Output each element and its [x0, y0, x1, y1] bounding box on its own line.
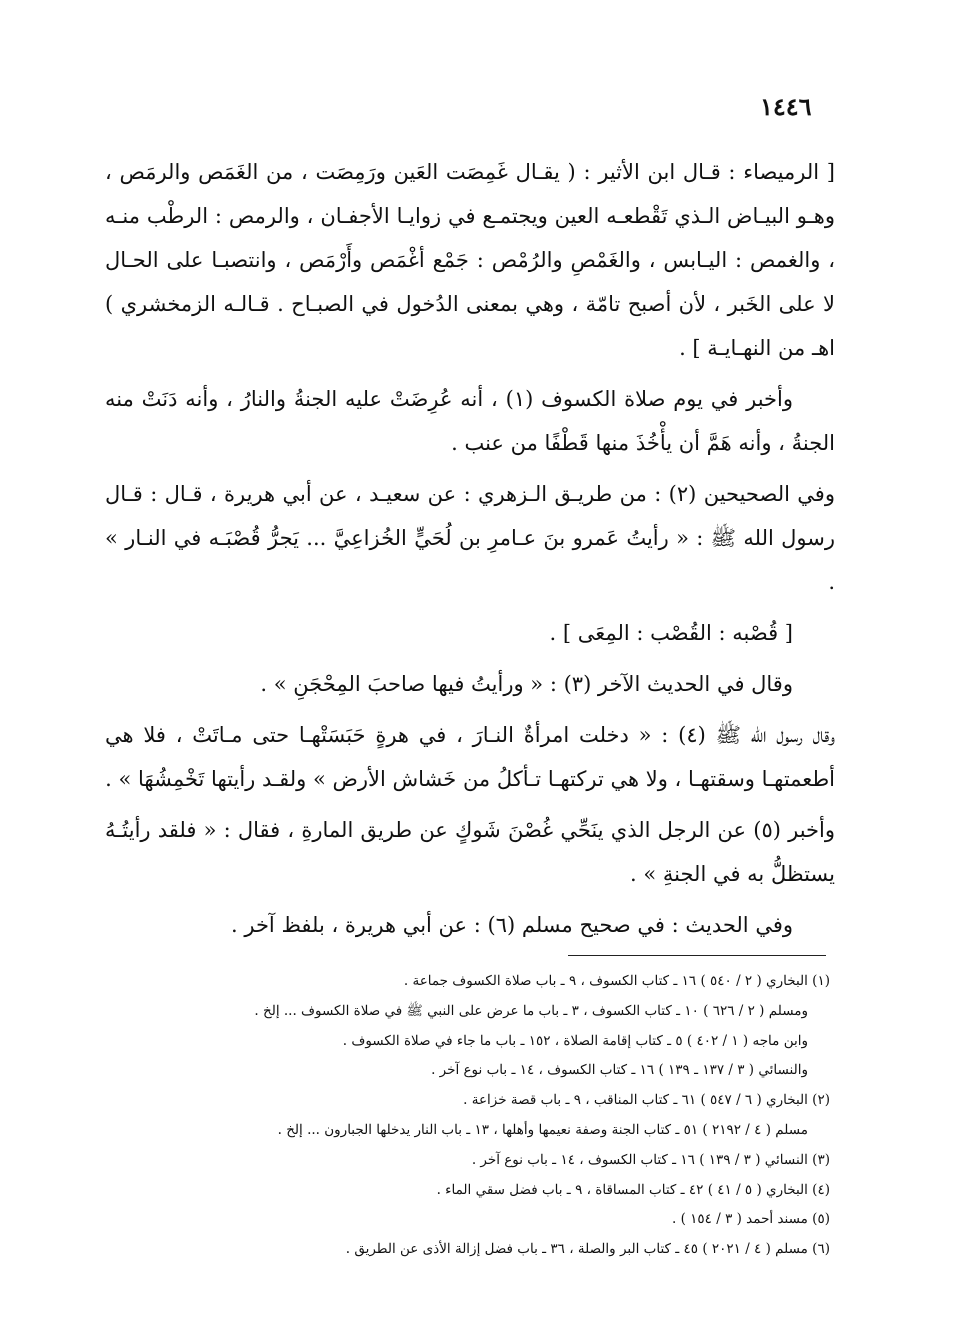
footnote-divider	[568, 955, 826, 956]
footnote-4: (٤) البخاري ( ٥ / ٤١ ) ٤٢ ـ كتاب المساقاة ، ٩ ـ باب فضل سقي الماء .	[436, 1181, 830, 1198]
footnote-2: (٢) البخاري ( ٦ / ٥٤٧ ) ٦١ ـ كتاب المناقب ، ٩ ـ باب قصة خزاعة .	[463, 1092, 830, 1109]
page-number: ١٤٤٦	[760, 92, 812, 121]
footnote-2-muslim: مسلم ( ٤ / ٢١٩٢ ) ٥١ ـ كتاب الجنة وصفة نعيمها وأهلها ، ١٣ ـ باب النار يدخلها الجبارون ... إلخ .	[277, 1121, 808, 1138]
footnote-1: (١) البخاري ( ٢ / ٥٤٠ ) ١٦ ـ كتاب الكسوف ، ٩ ـ باب صلاة الكسوف جماعة .	[403, 973, 830, 989]
paragraph-eclipse-prayer: وأخبر في يوم صلاة الكسوف (١) ، أنه عُرِضَتْ عليه الجنةُ والنارُ ، وأنه دَنَتْ منه الجنةُ ، وأنه هَمَّ أن يأْخُذَ منها قَطْفًا من عنب .	[105, 387, 835, 455]
paragraph-sahihayn-amr: وفي الصحيحين (٢) : من طريـق الـزهري : عن سعيـد ، عن أبي هريرة ، قـال : قـال رسول الله ﷺ : « رأيتُ عَمرو بنَ عـامرِ بن لُحَيٍّ الخُزاعِيَّ ... يَجرُّ قُصْبَـه في النـار » .	[105, 482, 835, 594]
footnote-3: (٣) النسائي ( ٣ / ١٣٩ ) ١٦ ـ كتاب الكسوف ، ١٤ ـ باب نوع آخر .	[471, 1151, 830, 1168]
footnote-6: (٦) مسلم ( ٤ / ٢٠٢١ ) ٤٥ ـ كتاب البر والصلة ، ٣٦ ـ باب فضل إزالة الأذى عن الطريق .	[345, 1241, 830, 1258]
footnotes	[130, 967, 830, 1265]
paragraph-qusb-definition: [ قُصْبه : القُصْب : المِعَى ] .	[549, 621, 793, 645]
paragraph-thorn-branch: وأخبر (٥) عن الرجل الذي ينَحِّي غُصْنَ شَوكٍ عن طريق المارةِ ، فقال : « فلقد رأيتُـهُ يستظلُّ به في الجنةِ » .	[105, 818, 835, 886]
paragraph-rumaysa-definition: [ الرميصاء : قـال ابن الأثير : ( يقـال غَمِصَت العَين ورَمِصَت ، من الغَمَص والرمَص ، وهـو البيـاض الـذي تَقْطعـه العين ويجتمـع في زوايـا الأجفـان ، والرمص : الرطْب منـه ، والغمص : اليـابس ، والغَمْصِ والرُمْص : جَمْع أغْمَص وأَرْمَص ، وانتصبـا على الحـال لا على الخَبر ، لأن أصبح تامّة ، وهي بمعنى الدُخول في الصبـاح . قـالـه الزمخشري ) اهـ من النهـايـة ] .	[105, 160, 835, 360]
footnote-1-muslim: ومسلم ( ٢ / ٦٢٦ ) ١٠ ـ كتاب الكسوف ، ٣ ـ باب ما عرض على النبي ﷺ في صلاة الكسوف ... إلخ .	[254, 1002, 808, 1019]
paragraph-mihjan: وقال في الحديث الآخر (٣) : « ورأيتُ فيها صاحبَ المِحْجَنِ » .	[260, 672, 793, 696]
main-text	[105, 150, 835, 947]
footnote-5: (٥) مسند أحمد ( ٣ / ١٥٤ ) .	[672, 1211, 830, 1228]
footnote-1-nasai: والنسائي ( ٣ / ١٣٧ ـ ١٣٩ ) ١٦ ـ كتاب الكسوف ، ١٤ ـ باب نوع آخر .	[431, 1062, 808, 1079]
footnote-1-ibn-majah: وابن ماجه ( ١ / ٤٠٢ ) ٥ ـ كتاب إقامة الصلاة ، ١٥٢ ـ باب ما جاء في صلاة الكسوف .	[342, 1032, 808, 1049]
paragraph-cat-woman: وقال رسول الله ﷺ (٤) : « دخلت امرأةٌ النـارَ ، في هرةٍ حَبَسَتْهـا حتى مـاتَتْ ، فلا هي أطعمتهـا وسقتهـا ، ولا هي تركتهـا تـأكلُ من خَشاش الأرض » ولقـد رأيتها تَخْمِشُهَا » .	[105, 723, 836, 791]
paragraph-muslim-narration: وفي الحديث : في صحيح مسلم (٦) : عن أبي هريرة ، بلفظ آخر .	[231, 913, 793, 937]
